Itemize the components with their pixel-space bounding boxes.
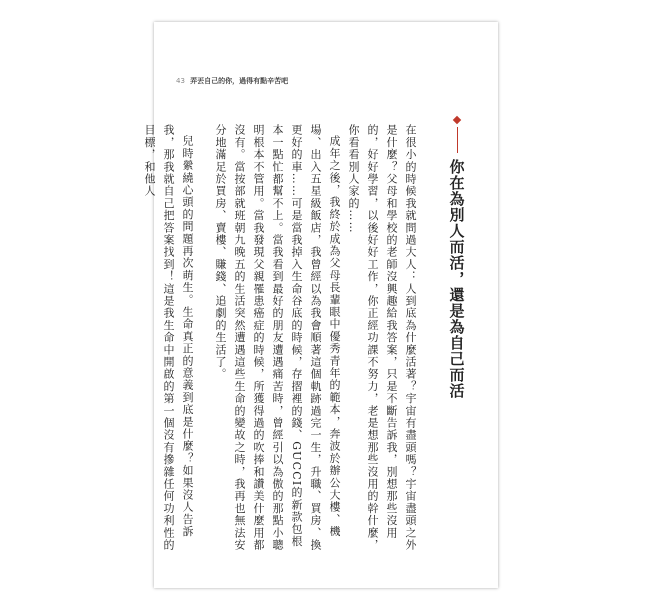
page-number: 43 — [176, 77, 185, 85]
ornament-rule — [457, 127, 458, 153]
running-header-title: 弄丟自己的你，過得有點辛苦吧 — [190, 77, 289, 85]
book-page — [143, 22, 498, 588]
running-header — [176, 76, 288, 86]
paragraph-1: 在很小的時候我就問過大人：人到底為什麼活著？宇宙有盡頭嗎？宇宙盡頭之外是什麼？父母和學校的老師沒興趣給我答案，只是不斷告訴我，別想那些沒用的，好好學習，以後好好工作，你正經功課不努力，老是想那些沒用的幹什麼，你看看別人家的…… — [347, 124, 417, 551]
chapter-title: 你在為別人而活，還是為自己而活 — [447, 159, 466, 399]
body-text — [140, 124, 420, 556]
diamond-ornament-icon — [453, 116, 461, 124]
paragraph-2: 成年之後，我終於成為父母長輩眼中優秀青年的範本，奔波於辦公大樓、機場、出入五星級飯店，我曾經以為我會順著這個軌跡過完一生，升職、買房、換更好的車……可是當我掉入生命谷底的時候，存摺裡的錢、GUCCI的新款包根本一點忙都幫不上。當我看到最好的朋友遭遇痛苦時，曾經引以為傲的那點小聰明根本不管用。當我發現父親罹患癌症的時候，所獲得過的吹捧和讚美什麼用都沒有。當按部就班朝九晚五的生活突然遭遇這些生命的變故之時，我再也無法安分地滿足於買房、賣樓、賺錢、追劇的生活了。 — [214, 124, 341, 551]
chapter-title-block — [446, 117, 468, 399]
paragraph-3: 兒時縈繞心頭的問題再次萌生。生命真正的意義到底是什麼？如果沒人告訴我，那我就自己把答案找到！這是我生命中開啟的第一個沒有摻雜任何功利性的目標，和他人 — [143, 124, 194, 551]
